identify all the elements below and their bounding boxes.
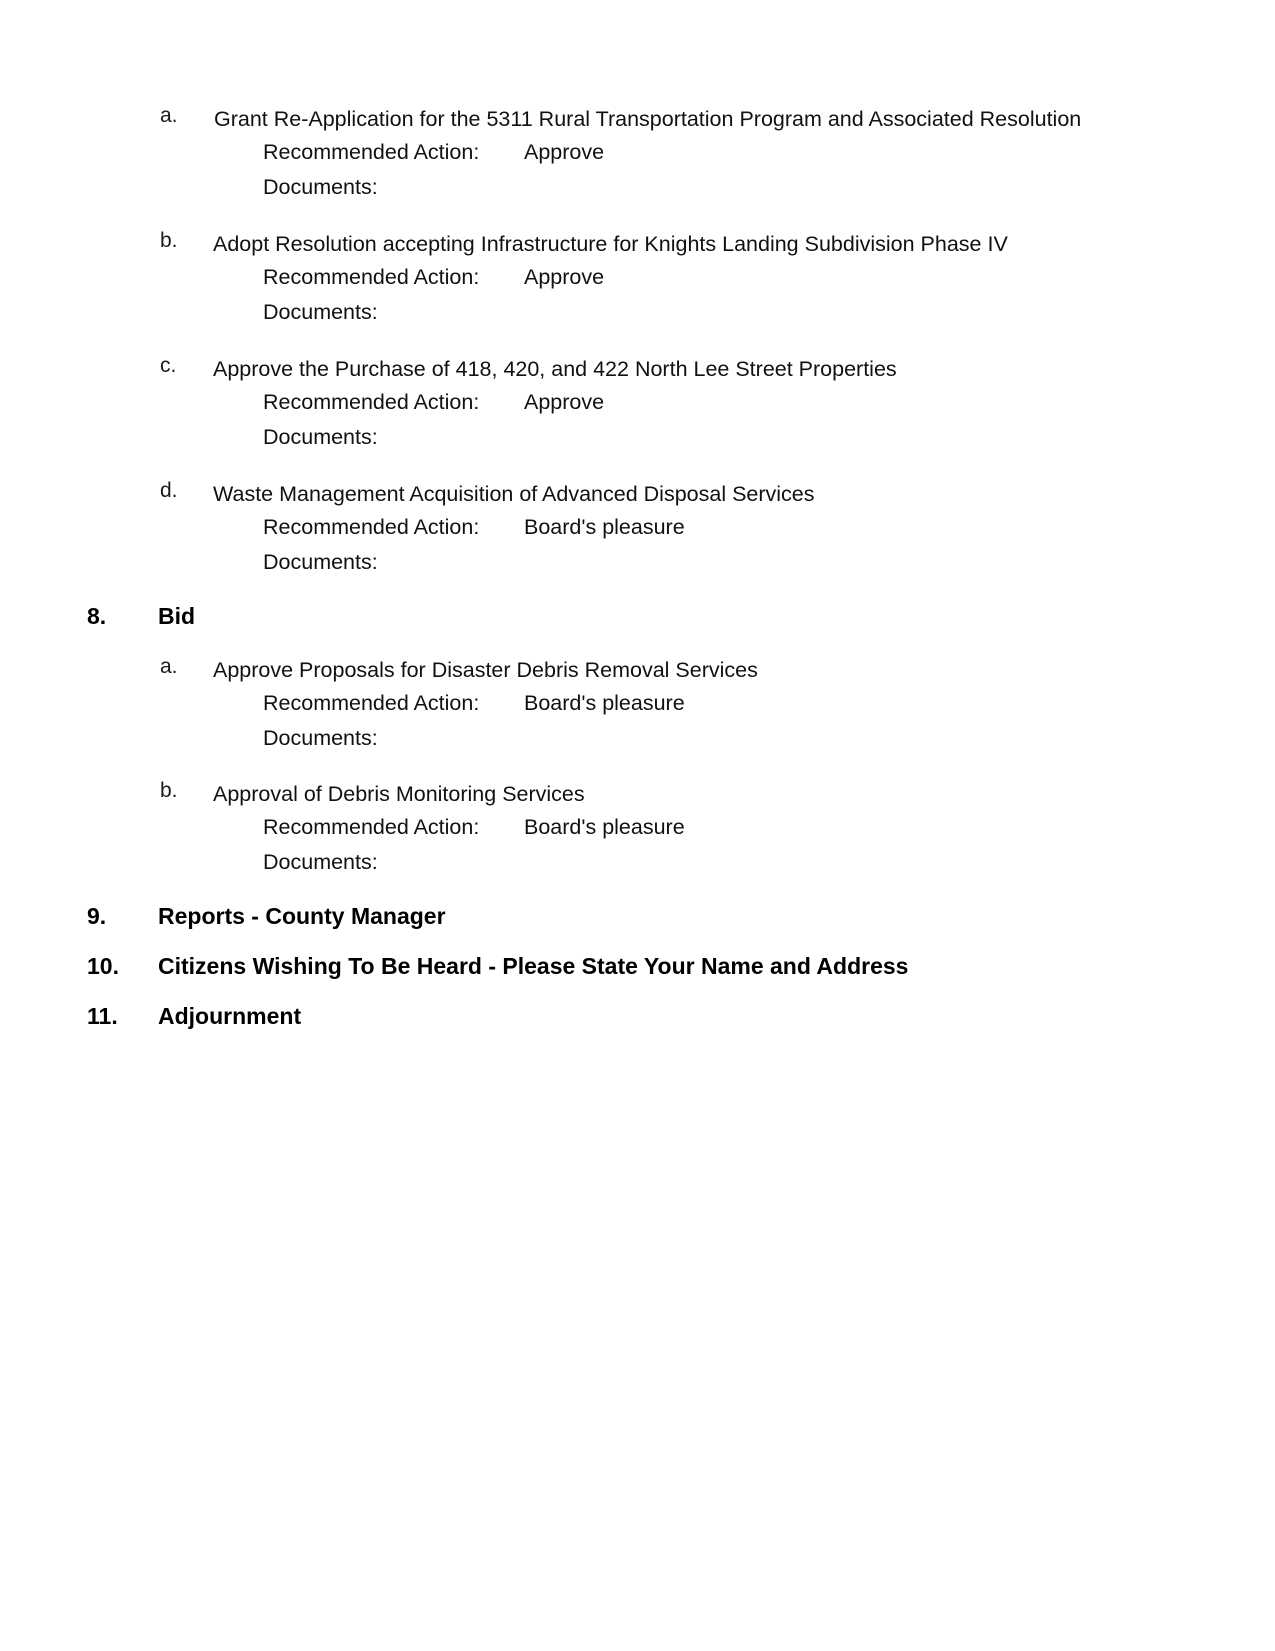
item-letter: a. — [160, 104, 178, 127]
recommended-action-value: Approve — [524, 390, 605, 414]
item-letter: b. — [160, 229, 178, 252]
item-title: Waste Management Acquisition of Advanced Disposal Services — [213, 482, 815, 506]
item-title: Adopt Resolution accepting Infrastructure for Knights Landing Subdivision Phase IV — [213, 232, 1008, 256]
section-number: 11. — [87, 1003, 118, 1029]
recommended-action-value: Board's pleasure — [524, 815, 685, 839]
item-title: Approve the Purchase of 418, 420, and 422 North Lee Street Properties — [213, 357, 897, 381]
section-title: Reports - County Manager — [158, 903, 446, 929]
recommended-action-value: Board's pleasure — [524, 515, 685, 539]
recommended-action-label: Recommended Action: — [263, 515, 480, 539]
recommended-action-label: Recommended Action: — [263, 265, 480, 289]
item-title: Grant Re-Application for the 5311 Rural Transportation Program and Associated Resolution — [214, 107, 1082, 131]
item-title: Approve Proposals for Disaster Debris Removal Services — [213, 658, 758, 682]
recommended-action-value: Approve — [524, 265, 605, 289]
item-letter: c. — [160, 354, 177, 377]
item-letter: d. — [160, 479, 178, 502]
recommended-action-value: Board's pleasure — [524, 691, 685, 715]
documents-label: Documents: — [263, 425, 378, 449]
recommended-action-label: Recommended Action: — [263, 691, 480, 715]
section-number: 8. — [87, 603, 107, 629]
item-letter: b. — [160, 779, 178, 802]
item-letter: a. — [160, 655, 178, 678]
documents-label: Documents: — [263, 175, 378, 199]
documents-label: Documents: — [263, 850, 378, 874]
section-title: Bid — [158, 603, 196, 629]
recommended-action-label: Recommended Action: — [263, 140, 480, 164]
section-number: 10. — [87, 953, 119, 979]
section-title: Citizens Wishing To Be Heard - Please State Your Name and Address — [158, 953, 909, 979]
documents-label: Documents: — [263, 300, 378, 324]
recommended-action-value: Approve — [524, 140, 605, 164]
recommended-action-label: Recommended Action: — [263, 390, 480, 414]
section-number: 9. — [87, 903, 107, 929]
section-title: Adjournment — [158, 1003, 302, 1029]
documents-label: Documents: — [263, 726, 378, 750]
documents-label: Documents: — [263, 550, 378, 574]
recommended-action-label: Recommended Action: — [263, 815, 480, 839]
item-title: Approval of Debris Monitoring Services — [213, 782, 585, 806]
